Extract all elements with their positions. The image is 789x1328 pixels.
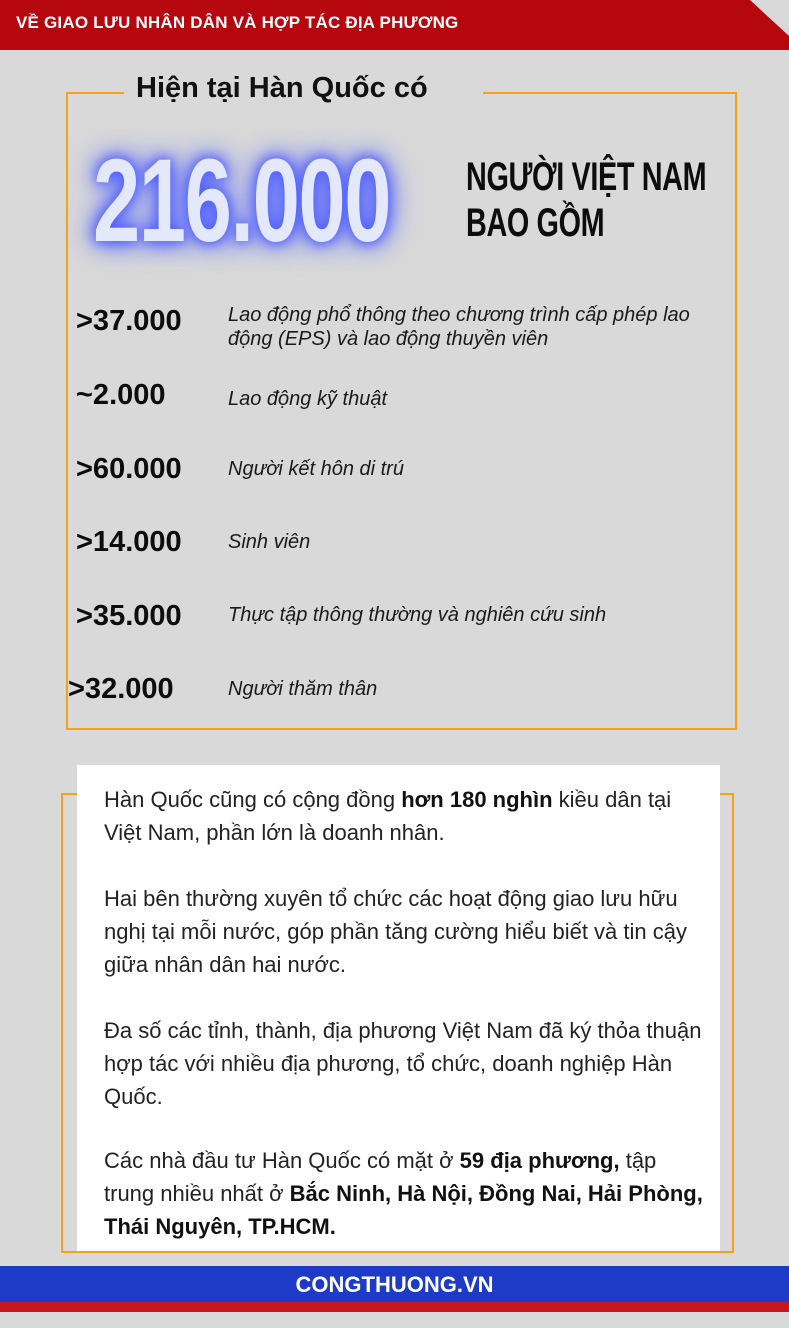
paragraph-3: Đa số các tỉnh, thành, địa phương Việt Nam đã ký thỏa thuận hợp tác với nhiều địa phương, tổ chức, doanh nghiệp Hàn Quốc. <box>104 1018 702 1109</box>
big-text <box>466 154 706 246</box>
big-number: 216.000 <box>93 135 391 267</box>
paragraph-2: Hai bên thường xuyên tổ chức các hoạt động giao lưu hữu nghị tại mỗi nước, góp phần tăng cường hiểu biết và tin cậy giữa nhân dân hai nước. <box>104 886 687 977</box>
info-frame-top-right <box>718 793 734 795</box>
stat-value: >14.000 <box>76 526 182 558</box>
stat-description: Sinh viên <box>228 531 311 553</box>
frame-top-line-left <box>66 92 124 94</box>
big-text-line-2: BAO GỒM <box>466 201 605 245</box>
big-text-line-1: NGƯỜI VIỆT NAM <box>466 155 707 199</box>
paragraph-1 <box>104 783 704 849</box>
frame-tick <box>66 645 68 655</box>
paragraph-highlight: Bắc Ninh, Hà Nội, Đồng Nai, Hải Phòng, Thái Nguyên, TP.HCM. <box>104 1181 703 1239</box>
footer-site-name[interactable]: CONGTHUONG.VN <box>295 1272 494 1297</box>
paragraph-text: Hàn Quốc cũng có cộng đồng <box>104 787 402 812</box>
stat-value: >60.000 <box>76 453 182 485</box>
stat-description: Người kết hôn di trú <box>228 458 404 480</box>
frame-tick <box>66 349 68 359</box>
frame-tick <box>66 497 68 507</box>
stat-value: ~2.000 <box>76 379 166 411</box>
paragraph-highlight: 59 địa phương, <box>459 1148 620 1173</box>
paragraph-text: Các nhà đầu tư Hàn Quốc có mặt ở <box>104 1148 460 1173</box>
frame-tick <box>66 571 68 581</box>
stat-value: >32.000 <box>68 673 174 705</box>
stat-description: Lao động kỹ thuật <box>228 388 388 410</box>
frame-top-line-right <box>483 92 737 94</box>
stat-description: Người thăm thân <box>228 678 378 700</box>
info-frame-top-left <box>61 793 77 795</box>
paragraph-4 <box>104 1144 704 1243</box>
stat-description: Thực tập thông thường và nghiên cứu sinh <box>228 604 607 626</box>
banner-title: VỀ GIAO LƯU NHÂN DÂN VÀ HỢP TÁC ĐỊA PHƯƠNG <box>16 13 459 32</box>
stat-value: >35.000 <box>76 600 182 632</box>
header-banner <box>0 0 789 50</box>
paragraph-highlight: hơn 180 nghìn <box>401 787 553 812</box>
section-heading: Hiện tại Hàn Quốc có <box>136 72 428 104</box>
footer-stripe <box>0 1302 789 1312</box>
stat-description: Lao động phổ thông theo chương trình cấp phép lao động (EPS) và lao động thuyền viên <box>228 304 690 350</box>
paragraph-text: tập trung nhiều nhất ở <box>104 1148 657 1206</box>
stat-value: >37.000 <box>76 305 182 337</box>
frame-tick <box>66 424 68 434</box>
paragraph-text: kiều dân tại Việt Nam, phần lớn là doanh nhân. <box>104 787 672 845</box>
